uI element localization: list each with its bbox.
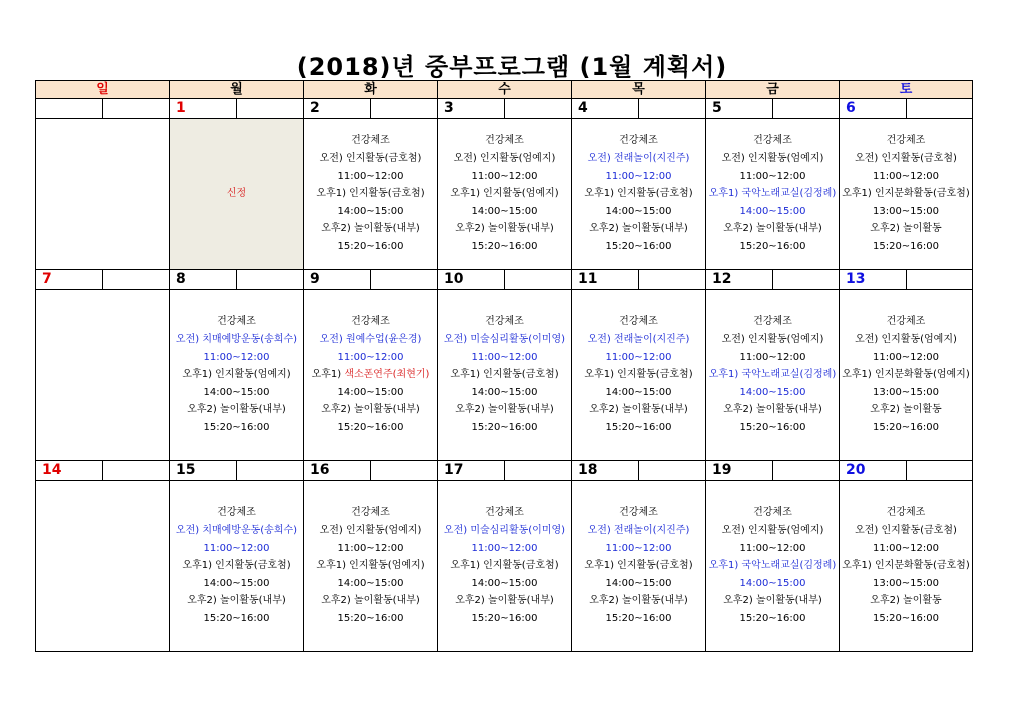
schedule-line: 건강체조 [485,135,524,147]
schedule-line: 11:00~12:00 [471,351,538,363]
weekday-saturday: 토 [840,81,973,99]
schedule-line: 오전) 인지활동(엄예지) [319,525,422,537]
schedule-line: 11:00~12:00 [337,351,404,363]
schedule-line: 14:00~15:00 [471,205,538,217]
schedule-line: 15:20~16:00 [739,240,806,252]
schedule-line: 14:00~15:00 [739,386,806,398]
holiday-label: 신정 [226,188,247,200]
weekday-sunday: 일 [36,81,170,99]
schedule-line: 오전) 전래놀이(지진주) [587,153,690,165]
schedule-line: 건강체조 [351,135,390,147]
date-number: 20 [840,461,907,481]
schedule-line: 15:20~16:00 [337,421,404,433]
schedule-line: 11:00~12:00 [872,542,939,554]
schedule-line: 11:00~12:00 [203,351,270,363]
day-cell [170,290,304,461]
date-number: 4 [572,99,639,119]
schedule-line: 오후2) 놀이활동(내부) [455,595,554,607]
date-row-week-1 [36,99,973,119]
schedule-line: 오후1) 인지활동(엄예지) [450,188,559,200]
day-cell [36,119,170,270]
schedule-line: 오전) 전래놀이(지진주) [587,334,690,346]
schedule-line: 오후2) 놀이활동 [870,595,942,607]
schedule-line: 오후2) 놀이활동(내부) [187,595,286,607]
date-number: 12 [706,270,773,290]
date-number: 2 [304,99,371,119]
schedule-line: 오전) 치매예방운동(송희수) [175,525,298,537]
schedule-line: 건강체조 [619,507,658,519]
date-number: 16 [304,461,371,481]
date-number: 17 [438,461,505,481]
schedule-line: 14:00~15:00 [203,577,270,589]
schedule-line: 오후1) 인지활동(엄예지) [316,560,425,572]
date-number: 5 [706,99,773,119]
schedule-line: 15:20~16:00 [471,612,538,624]
day-cell [840,290,973,461]
schedule-line: 11:00~12:00 [605,542,672,554]
schedule-line: 오후1) 인지문화활동(엄예지) [842,369,970,381]
holiday-cell [170,119,304,270]
schedule-line: 11:00~12:00 [471,542,538,554]
schedule-line: 15:20~16:00 [605,240,672,252]
schedule-line: 11:00~12:00 [605,351,672,363]
schedule-line: 건강체조 [217,316,256,328]
date-number: 7 [36,270,103,290]
schedule-line: 오전) 전래놀이(지진주) [587,525,690,537]
schedule-line: 오후1) 인지활동(금호첨) [316,188,425,200]
schedule-line: 15:20~16:00 [739,421,806,433]
schedule-line: 14:00~15:00 [605,205,672,217]
schedule-line: 건강체조 [753,135,792,147]
schedule-line: 15:20~16:00 [605,421,672,433]
schedule-line: 오후1) 인지활동(금호첨) [182,560,291,572]
schedule-line: 15:20~16:00 [872,612,939,624]
date-number: 15 [170,461,237,481]
schedule-line: 오후2) 놀이활동(내부) [589,595,688,607]
weekday-header-row [36,81,973,99]
page-title: (2018)년 중부프로그램 (1월 계획서) [296,53,728,81]
schedule-line: 오전) 인지활동(엄예지) [453,153,556,165]
schedule-line: 11:00~12:00 [605,170,672,182]
schedule-line: 오후1) 인지활동(금호첨) [450,369,559,381]
day-cell [706,119,840,270]
schedule-line: 15:20~16:00 [872,421,939,433]
schedule-row-week-3 [36,481,973,652]
schedule-line: 오후2) 놀이활동(내부) [723,223,822,235]
schedule-line: 14:00~15:00 [337,577,404,589]
schedule-row-week-2 [36,290,973,461]
schedule-line: 건강체조 [351,316,390,328]
date-number: 9 [304,270,371,290]
schedule-line: 오후1) 국악노래교실(김정례) [708,188,837,200]
date-number: 19 [706,461,773,481]
day-cell [36,481,170,652]
schedule-line: 건강체조 [619,135,658,147]
schedule-line: 14:00~15:00 [605,577,672,589]
schedule-line: 오후2) 놀이활동(내부) [321,595,420,607]
day-cell [36,290,170,461]
schedule-line: 15:20~16:00 [337,612,404,624]
date-number: 13 [840,270,907,290]
day-cell [438,481,572,652]
day-cell [840,119,973,270]
day-cell [706,290,840,461]
schedule-line: 14:00~15:00 [203,386,270,398]
schedule-line: 15:20~16:00 [471,240,538,252]
schedule-line: 오후1) 국악노래교실(김정례) [708,560,837,572]
schedule-line: 오후1) 인지활동(금호첨) [584,369,693,381]
date-number: 18 [572,461,639,481]
schedule-line: 15:20~16:00 [605,612,672,624]
date-row-week-2 [36,270,973,290]
schedule-line: 오후1) 국악노래교실(김정례) [708,369,837,381]
schedule-line: 15:20~16:00 [739,612,806,624]
day-cell [170,481,304,652]
schedule-line: 오전) 미술심리활동(이미영) [443,334,566,346]
schedule-line: 오후1) 인지활동(금호첨) [584,188,693,200]
date-row-week-3 [36,461,973,481]
schedule-line: 오후1) 인지활동(금호첨) [584,560,693,572]
schedule-line: 13:00~15:00 [872,205,939,217]
day-cell [438,119,572,270]
schedule-line: 11:00~12:00 [739,351,806,363]
schedule-line: 14:00~15:00 [471,577,538,589]
schedule-line: 15:20~16:00 [337,240,404,252]
date-number: 10 [438,270,505,290]
day-cell [840,481,973,652]
schedule-line: 오전) 인지활동(엄예지) [721,525,824,537]
monthly-calendar [35,80,973,652]
schedule-line: 오후2) 놀이활동(내부) [455,223,554,235]
schedule-line: 오후1) 색소폰연주(최현기) [311,369,430,381]
day-cell [304,119,438,270]
schedule-line: 13:00~15:00 [872,577,939,589]
schedule-line: 건강체조 [886,316,926,328]
schedule-line: 오후2) 놀이활동(내부) [589,404,688,416]
schedule-line: 14:00~15:00 [337,205,404,217]
schedule-line: 오전) 인지활동(금호첨) [855,153,957,165]
schedule-line: 오후2) 놀이활동(내부) [321,404,420,416]
day-cell [572,290,706,461]
schedule-line: 오후2) 놀이활동(내부) [455,404,554,416]
schedule-line: 15:20~16:00 [203,612,270,624]
schedule-line: 오전) 미술심리활동(이미영) [443,525,566,537]
schedule-line: 15:20~16:00 [471,421,538,433]
day-cell [304,481,438,652]
schedule-line: 오후1) 인지활동(엄예지) [182,369,291,381]
schedule-line: 건강체조 [217,507,256,519]
schedule-line: 오후1) 인지활동(금호첨) [450,560,559,572]
schedule-line: 건강체조 [753,316,792,328]
day-cell [572,481,706,652]
schedule-line: 11:00~12:00 [872,170,939,182]
schedule-line: 오후2) 놀이활동(내부) [187,404,286,416]
schedule-line: 오전) 인지활동(엄예지) [721,334,824,346]
date-number: 14 [36,461,103,481]
schedule-line: 15:20~16:00 [872,240,939,252]
schedule-line: 14:00~15:00 [739,205,806,217]
schedule-line: 건강체조 [485,316,524,328]
schedule-line: 오후1) 인지문화활동(금호첨) [842,560,970,572]
schedule-line: 오전) 원예수업(윤은경) [319,334,422,346]
schedule-line: 오전) 인지활동(금호첨) [855,525,957,537]
day-cell [706,481,840,652]
schedule-line: 오후2) 놀이활동(내부) [321,223,420,235]
schedule-line: 오후1) 인지문화활동(금호첨) [842,188,970,200]
schedule-line: 오전) 인지활동(엄예지) [721,153,824,165]
weekday-friday: 금 [706,81,840,99]
schedule-line: 오후2) 놀이활동(내부) [723,595,822,607]
date-number [36,99,103,119]
schedule-row-week-1 [36,119,973,270]
schedule-line: 건강체조 [886,135,926,147]
schedule-line: 건강체조 [351,507,390,519]
weekday-thursday: 목 [572,81,706,99]
date-number: 3 [438,99,505,119]
date-number: 11 [572,270,639,290]
date-number: 6 [840,99,907,119]
schedule-line: 11:00~12:00 [872,351,939,363]
schedule-line: 오전) 인지활동(엄예지) [855,334,957,346]
schedule-line: 15:20~16:00 [203,421,270,433]
schedule-line: 14:00~15:00 [471,386,538,398]
weekday-tuesday: 화 [304,81,438,99]
schedule-line: 14:00~15:00 [337,386,404,398]
date-number: 1 [170,99,237,119]
schedule-line: 11:00~12:00 [739,170,806,182]
schedule-line: 14:00~15:00 [605,386,672,398]
schedule-line: 11:00~12:00 [337,542,404,554]
schedule-line: 오전) 인지활동(금호첨) [319,153,422,165]
day-cell [572,119,706,270]
schedule-line: 오후2) 놀이활동(내부) [723,404,822,416]
schedule-line: 건강체조 [753,507,792,519]
schedule-line: 오전) 치매예방운동(송희수) [175,334,298,346]
schedule-line: 건강체조 [485,507,524,519]
schedule-line: 11:00~12:00 [203,542,270,554]
schedule-line: 11:00~12:00 [337,170,404,182]
schedule-line: 11:00~12:00 [471,170,538,182]
day-cell [304,290,438,461]
weekday-wednesday: 수 [438,81,572,99]
weekday-monday: 월 [170,81,304,99]
schedule-line: 11:00~12:00 [739,542,806,554]
schedule-line: 14:00~15:00 [739,577,806,589]
schedule-line: 건강체조 [886,507,926,519]
date-number: 8 [170,270,237,290]
schedule-line: 건강체조 [619,316,658,328]
schedule-line: 오후2) 놀이활동(내부) [589,223,688,235]
schedule-line: 오후2) 놀이활동 [870,223,942,235]
schedule-line: 13:00~15:00 [872,386,939,398]
schedule-line: 오후2) 놀이활동 [870,404,942,416]
day-cell [438,290,572,461]
